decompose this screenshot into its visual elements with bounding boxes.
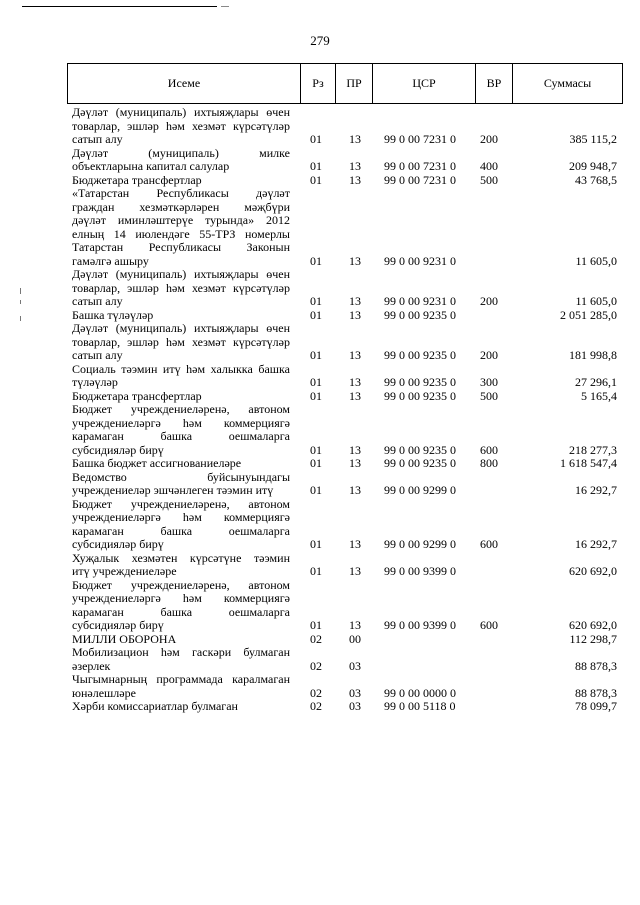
cell-vr: 200 xyxy=(480,294,498,308)
row-name-line: юнәлешләре xyxy=(72,685,136,700)
row-values xyxy=(72,173,617,187)
row-name-line: карамаган башка оешмаларга xyxy=(72,429,290,443)
cell-rz: 01 xyxy=(310,307,322,322)
cell-rz: 01 xyxy=(310,388,322,403)
cell-rz: 02 xyxy=(310,685,322,700)
cell-pr: 13 xyxy=(349,537,361,551)
cell-pr: 13 xyxy=(349,618,361,632)
row-name-line: Башка бюджет ассигнованиеләре xyxy=(72,456,242,470)
top-rule xyxy=(22,6,217,7)
cell-rz: 02 xyxy=(310,631,322,646)
row-name-line: карамаган башка оешмаларга xyxy=(72,523,290,538)
row-name-line: Бюджет учреждениеләренә, автоном xyxy=(72,577,290,592)
cell-sum: 1 618 547,4 xyxy=(560,456,617,470)
cell-pr: 13 xyxy=(349,348,361,362)
cell-vr: 200 xyxy=(480,348,498,362)
row-name-line: товарлар, эшләр һәм хезмәт күрсәтүләр xyxy=(72,334,290,349)
cell-rz: 02 xyxy=(310,699,322,713)
cell-rz: 01 xyxy=(310,132,322,146)
row-values xyxy=(72,160,617,174)
cell-csr: 99 0 00 0000 0 xyxy=(384,685,456,700)
cell-sum: 16 292,7 xyxy=(575,537,617,551)
cell-sum: 620 692,0 xyxy=(569,564,617,578)
cell-vr: 500 xyxy=(480,388,498,403)
cell-sum: 11 605,0 xyxy=(575,253,617,268)
scan-mark xyxy=(20,300,21,304)
cell-csr: 99 0 00 9235 0 xyxy=(384,375,456,389)
table-row xyxy=(72,646,617,673)
cell-rz: 01 xyxy=(310,456,322,470)
cell-pr: 13 xyxy=(349,483,361,497)
cell-sum: 88 878,3 xyxy=(575,685,617,700)
row-name-line: итү учреждениеләре xyxy=(72,564,177,578)
row-name-line: Дәүләт (муниципаль) ихтыяҗлары өчен xyxy=(72,267,290,281)
cell-rz: 01 xyxy=(310,537,322,551)
cell-rz: 01 xyxy=(310,172,322,187)
top-rule-fragment xyxy=(221,6,229,7)
cell-vr: 800 xyxy=(480,456,498,470)
row-name-line: учреждениеләргә һәм коммерциягә xyxy=(72,415,290,430)
row-name-line: түләүләр xyxy=(72,375,118,389)
row-values xyxy=(72,254,617,268)
cell-sum: 112 298,7 xyxy=(569,631,617,646)
cell-pr: 13 xyxy=(349,375,361,389)
cell-pr: 00 xyxy=(349,631,361,646)
row-name-line: Дәүләт (муниципаль) ихтыяҗлары өчен xyxy=(72,105,290,119)
cell-rz: 01 xyxy=(310,294,322,308)
cell-sum: 27 296,1 xyxy=(575,375,617,389)
row-name-line: субсидияләр бирү xyxy=(72,618,164,632)
table-row xyxy=(72,309,617,323)
cell-pr: 03 xyxy=(349,685,361,700)
row-name-line: карамаган башка оешмаларга xyxy=(72,604,290,619)
row-name-line: Дәүләт (муниципаль) милке xyxy=(72,145,290,160)
row-name-line: сатып алу xyxy=(72,132,123,146)
row-name-line: дәүләт иминләштерүе турында» 2012 xyxy=(72,213,290,227)
cell-csr: 99 0 00 9235 0 xyxy=(384,307,456,322)
table-row xyxy=(72,106,617,147)
cell-rz: 01 xyxy=(310,253,322,268)
row-name-line: әзерлек xyxy=(72,658,111,673)
header-csr: ЦСР xyxy=(373,64,476,103)
row-name-line: учреждениеләргә һәм коммерциягә xyxy=(72,510,290,524)
cell-pr: 13 xyxy=(349,172,361,187)
header-name: Исеме xyxy=(68,64,301,103)
cell-pr: 13 xyxy=(349,388,361,403)
cell-pr: 13 xyxy=(349,564,361,578)
row-name-line: Башка түләүләр xyxy=(72,307,154,322)
row-name-line: Бюджетара трансфертлар xyxy=(72,172,202,187)
table-row xyxy=(72,552,617,579)
cell-pr: 13 xyxy=(349,132,361,146)
cell-pr: 13 xyxy=(349,307,361,322)
cell-csr: 99 0 00 9235 0 xyxy=(384,348,456,362)
table-body xyxy=(72,106,617,714)
header-pr: ПР xyxy=(336,64,373,103)
table-row xyxy=(72,673,617,700)
row-values xyxy=(72,308,617,322)
row-name-line: учреждениеләргә һәм коммерциягә xyxy=(72,591,290,605)
cell-sum: 78 099,7 xyxy=(575,699,617,713)
page-number: 279 xyxy=(310,33,330,48)
header-sum: Суммасы xyxy=(543,76,592,90)
scan-mark xyxy=(20,316,21,321)
row-name-line: МИЛЛИ ОБОРОНА xyxy=(72,631,177,646)
cell-csr: 99 0 00 9231 0 xyxy=(384,253,456,268)
scan-mark xyxy=(20,288,21,294)
row-name-line: субсидияләр бирү xyxy=(72,442,164,457)
row-name-line: Ведомство буйсынуындагы xyxy=(72,469,290,484)
cell-pr: 13 xyxy=(349,294,361,308)
cell-sum: 209 948,7 xyxy=(569,159,617,173)
row-name-line: сатып алу xyxy=(72,294,123,308)
cell-csr: 99 0 00 9299 0 xyxy=(384,483,456,497)
cell-pr: 03 xyxy=(349,658,361,673)
table-row xyxy=(72,322,617,363)
row-values xyxy=(72,484,617,498)
cell-csr: 99 0 00 9399 0 xyxy=(384,618,456,632)
cell-pr: 13 xyxy=(349,442,361,457)
row-values xyxy=(72,443,617,457)
row-name-line: Мобилизацион һәм гаскәри булмаган xyxy=(72,645,290,659)
row-name-line: елның 14 июлендәге 55-ТРЗ номерлы xyxy=(72,226,290,241)
cell-sum: 181 998,8 xyxy=(569,348,617,362)
cell-rz: 01 xyxy=(310,483,322,497)
cell-pr: 13 xyxy=(349,253,361,268)
cell-csr: 99 0 00 5118 0 xyxy=(384,699,456,713)
cell-csr: 99 0 00 7231 0 xyxy=(384,159,456,173)
table-header xyxy=(67,63,623,104)
cell-vr: 300 xyxy=(480,375,498,389)
row-name-line: сатып алу xyxy=(72,348,123,362)
table-row xyxy=(72,187,617,268)
row-name-line: объектларына капитал салулар xyxy=(72,159,230,173)
row-name-line: граждан хезмәткәрләрен мәҗбүри xyxy=(72,199,290,214)
row-values xyxy=(72,349,617,363)
cell-sum: 620 692,0 xyxy=(569,618,617,632)
row-name-line: Чыгымнарның программада каралмаган xyxy=(72,672,290,686)
cell-vr: 200 xyxy=(480,132,498,146)
cell-csr: 99 0 00 7231 0 xyxy=(384,172,456,187)
table-row xyxy=(72,363,617,390)
cell-csr: 99 0 00 9231 0 xyxy=(384,294,456,308)
cell-pr: 03 xyxy=(349,699,361,713)
cell-sum: 16 292,7 xyxy=(575,483,617,497)
row-name-line: товарлар, эшләр һәм хезмәт күрсәтүләр xyxy=(72,118,290,133)
cell-rz: 02 xyxy=(310,658,322,673)
row-name-line: Социаль тәэмин итү һәм халыкка башка xyxy=(72,361,290,376)
row-name-line: Бюджет учреждениеләренә, автоном xyxy=(72,402,290,416)
row-values xyxy=(72,686,617,700)
row-values xyxy=(72,632,617,646)
cell-csr: 99 0 00 9299 0 xyxy=(384,537,456,551)
row-name-line: субсидияләр бирү xyxy=(72,537,164,551)
table-row xyxy=(72,633,617,647)
row-name-line: Хәрби комиссариатлар булмаган xyxy=(72,699,238,713)
cell-rz: 01 xyxy=(310,348,322,362)
cell-sum: 11 605,0 xyxy=(575,294,617,308)
cell-pr: 13 xyxy=(349,159,361,173)
row-values xyxy=(72,295,617,309)
cell-sum: 2 051 285,0 xyxy=(560,307,617,322)
table-row xyxy=(72,579,617,633)
row-name-line: гамәлгә ашыру xyxy=(72,253,149,268)
row-name-line: Бюджет учреждениеләренә, автоном xyxy=(72,496,290,511)
table-row xyxy=(72,174,617,188)
row-values xyxy=(72,457,617,471)
row-values xyxy=(72,389,617,403)
row-name-line: «Татарстан Республикасы дәүләт xyxy=(72,186,290,200)
cell-rz: 01 xyxy=(310,442,322,457)
cell-sum: 43 768,5 xyxy=(575,172,617,187)
row-values xyxy=(72,659,617,673)
row-values xyxy=(72,565,617,579)
row-name-line: Дәүләт (муниципаль) ихтыяҗлары өчен xyxy=(72,321,290,335)
row-values xyxy=(72,376,617,390)
cell-vr: 400 xyxy=(480,159,498,173)
cell-sum: 5 165,4 xyxy=(581,388,617,403)
row-name-line: Хуҗалык хезмәтен күрсәтүне тәэмин xyxy=(72,550,290,565)
table-row xyxy=(72,457,617,471)
cell-csr: 99 0 00 9399 0 xyxy=(384,564,456,578)
cell-vr: 600 xyxy=(480,618,498,632)
cell-pr: 13 xyxy=(349,456,361,470)
table-row xyxy=(72,390,617,404)
cell-csr: 99 0 00 9235 0 xyxy=(384,442,456,457)
cell-rz: 01 xyxy=(310,618,322,632)
table-row xyxy=(72,403,617,457)
row-name-line: товарлар, эшләр һәм хезмәт күрсәтүләр xyxy=(72,280,290,295)
table-row xyxy=(72,700,617,714)
cell-rz: 01 xyxy=(310,159,322,173)
row-values xyxy=(72,133,617,147)
row-values xyxy=(72,700,617,714)
cell-vr: 500 xyxy=(480,172,498,187)
table-row xyxy=(72,268,617,309)
header-rz: Рз xyxy=(301,64,336,103)
cell-sum: 385 115,2 xyxy=(569,132,617,146)
cell-csr: 99 0 00 7231 0 xyxy=(384,132,456,146)
header-vr: ВР xyxy=(476,64,513,103)
cell-vr: 600 xyxy=(480,537,498,551)
cell-sum: 88 878,3 xyxy=(575,658,617,673)
row-values xyxy=(72,619,617,633)
cell-rz: 01 xyxy=(310,564,322,578)
cell-csr: 99 0 00 9235 0 xyxy=(384,456,456,470)
table-row xyxy=(72,498,617,552)
table-row xyxy=(72,471,617,498)
cell-rz: 01 xyxy=(310,375,322,389)
cell-vr: 600 xyxy=(480,442,498,457)
row-values xyxy=(72,538,617,552)
row-name-line: Бюджетара трансфертлар xyxy=(72,388,202,403)
cell-csr: 99 0 00 9235 0 xyxy=(384,388,456,403)
cell-sum: 218 277,3 xyxy=(569,442,617,457)
table-row xyxy=(72,147,617,174)
row-name-line: учреждениеләр эшчәнлеген тәэмин итү xyxy=(72,483,274,497)
row-name-line: Татарстан Республикасы Законын xyxy=(72,240,290,254)
